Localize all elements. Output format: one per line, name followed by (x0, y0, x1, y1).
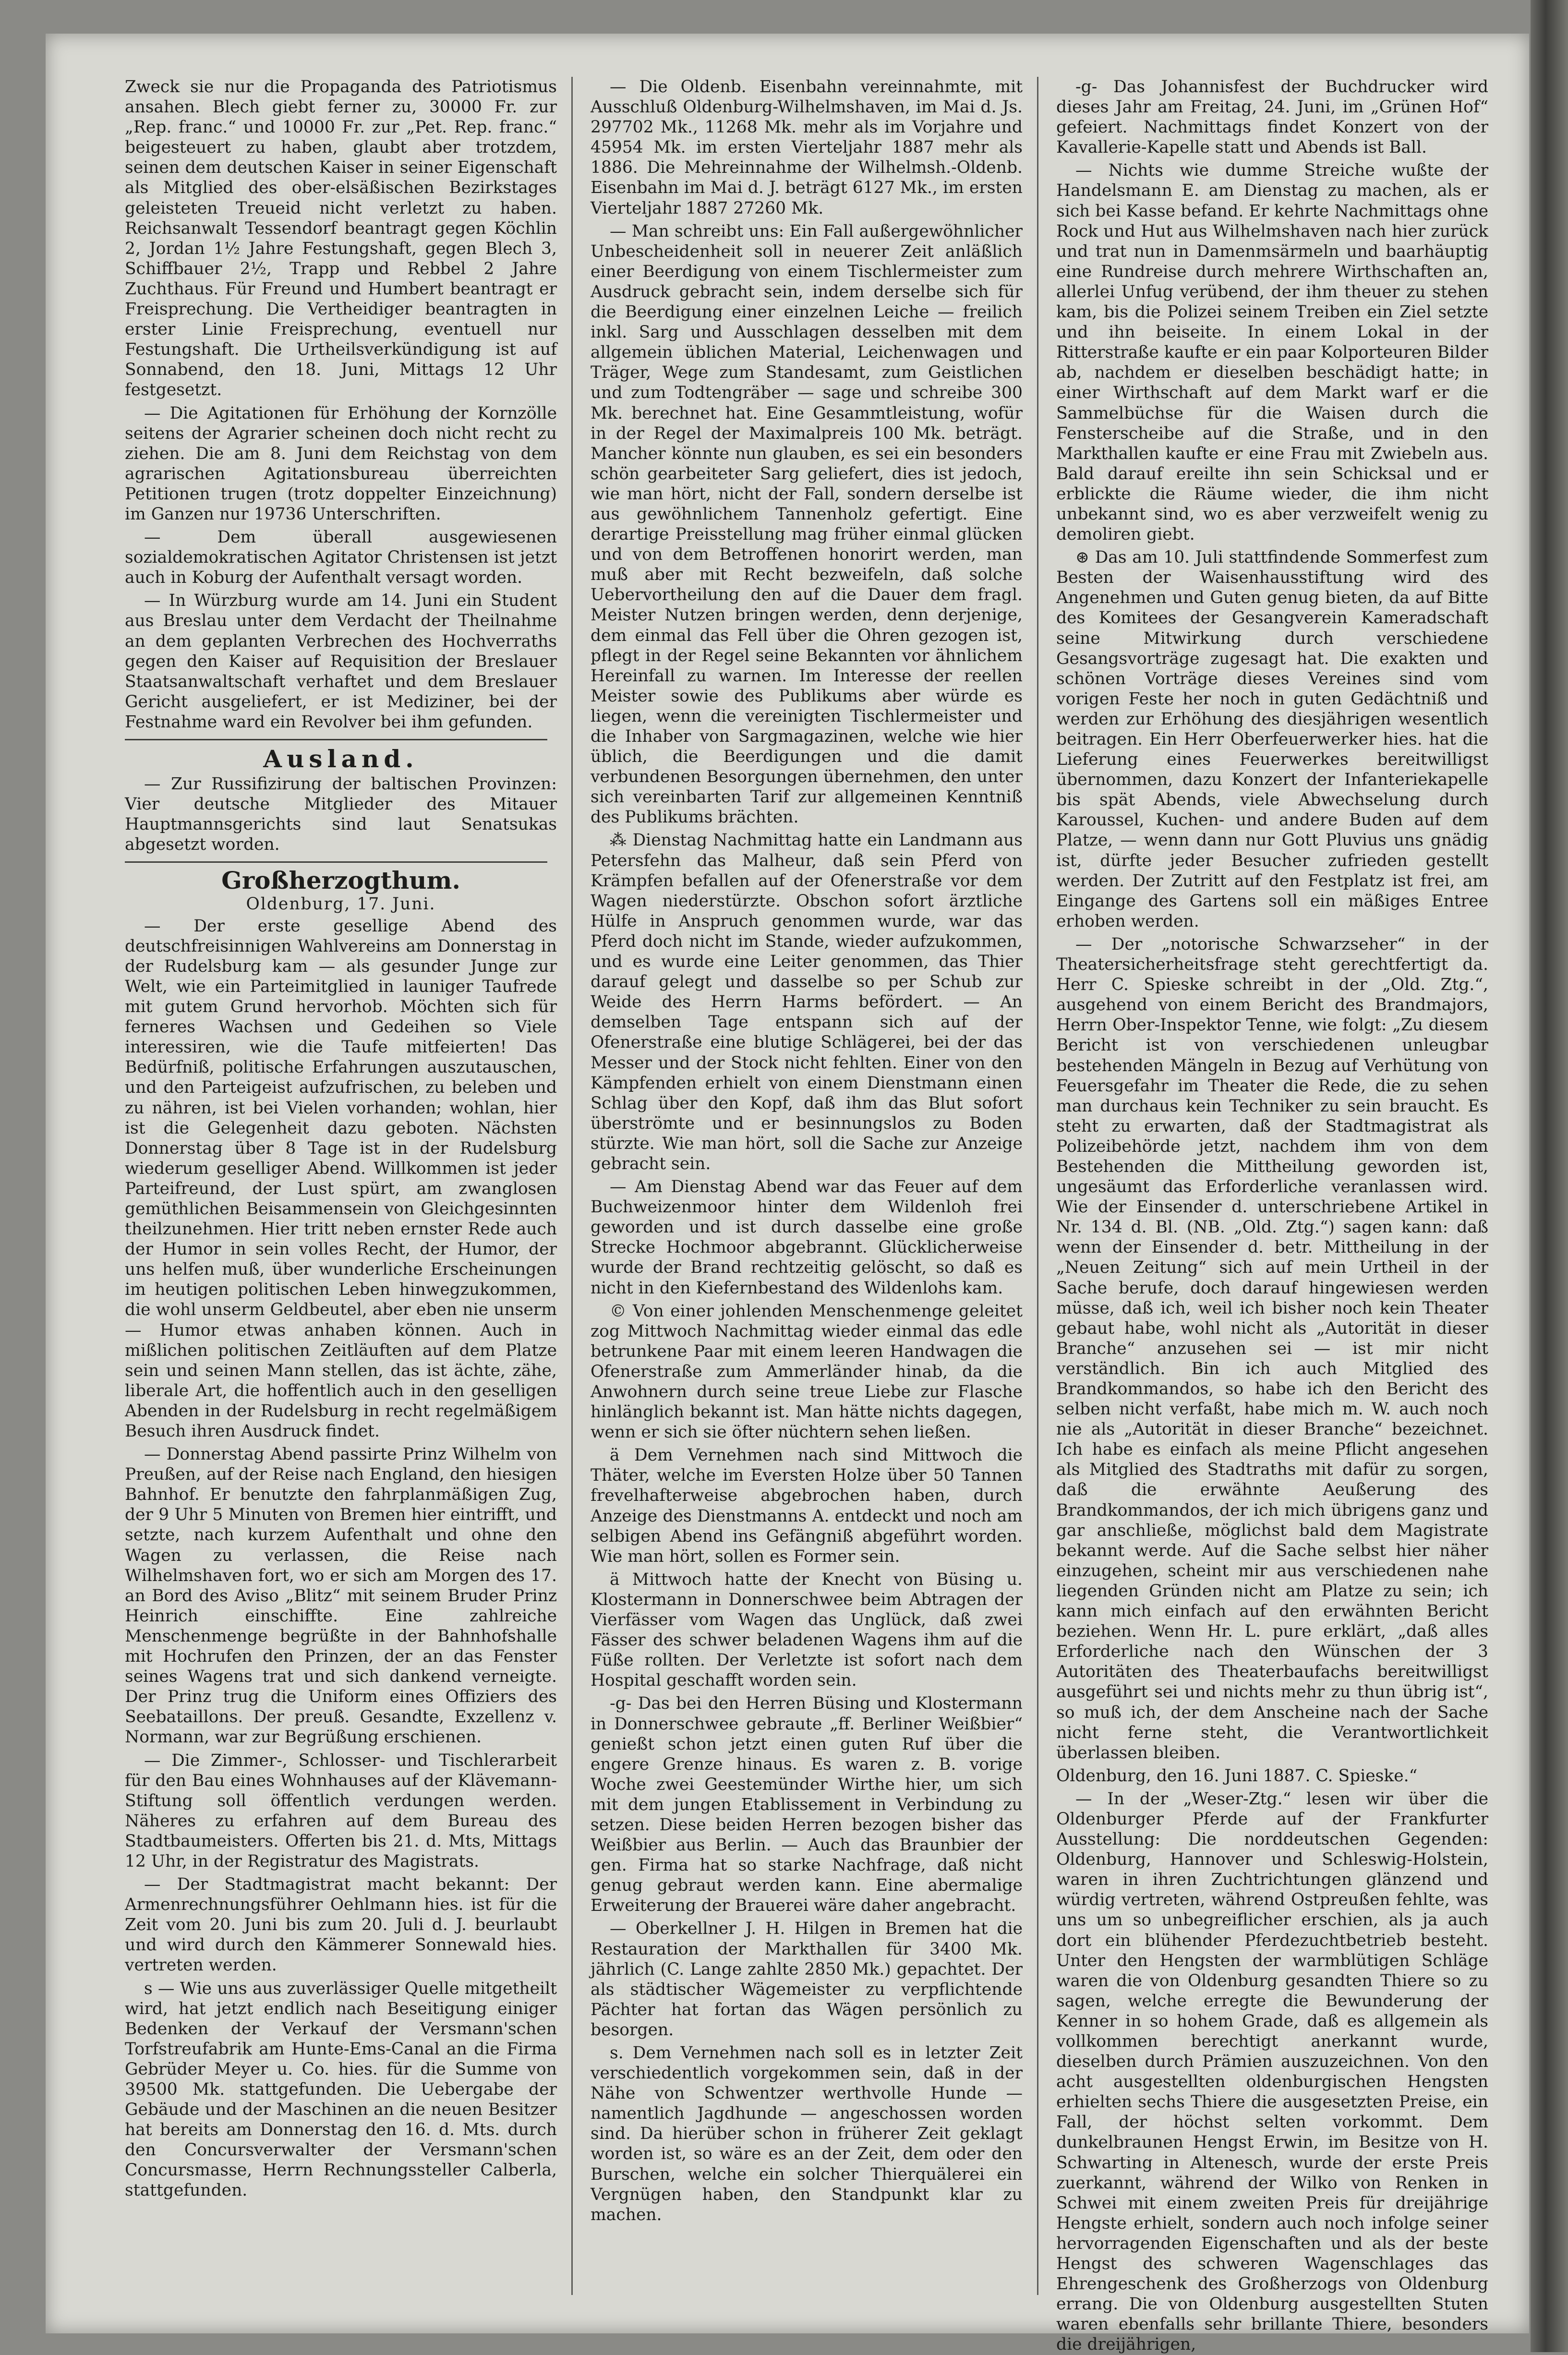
article-kornzoelle: — Die Agitationen für Erhöhung der Kornzölle seitens der Agrarier scheinen doch nicht recht zu ziehen. Die am 8. Juni dem Reichstag von dem agrarischen Agitationsbureau überreichten Petitionen trugen (trotz doppelter Einzeichnung) im Ganzen nur 19736 Unterschriften. (125, 403, 557, 524)
section-divider (125, 739, 547, 740)
dateline: Oldenburg, 17. Juni. (246, 894, 436, 914)
article-schwarzseher: — Der „notorische Schwarzseher“ in der Theatersicherheitsfrage steht gerechtfertigt da. Herr C. Spieske schreibt in der „Old. Ztg.“, ausgehend von einem Bericht des Brandmajors, Herrn Ober-Inspektor Tenne, wie folgt: „Zu diesem Bericht ist von verschiedenen unleugbar bestehenden Mängeln in Bezug auf Verhütung von Feuersgefahr im Theater die Rede, die zu sehen man durchaus kein Techniker zu sein braucht. Es steht zu erwarten, daß der Stadtmagistrat als Polizeibehörde jetzt, nachdem ihm von dem Bestehenden die Mittheilung geworden ist, ungesäumt das Erforderliche veranlassen wird. Wie der Einsender d. unterschriebene Artikel in Nr. 134 d. Bl. (NB. „Old. Ztg.“) sagen kann: daß wenn der Einsender d. betr. Mittheilung in der „Neuen Zeitung“ sich auf mein Urtheil in der Sache berufe, doch darauf hingewiesen werden müsse, daß ich, weil ich bisher noch kein Theater gebaut habe, wohl nicht als „Autorität in dieser Branche“ anzusehen sei — ist mir nicht verständlich. Bin ich auch Mitglied des Brandkommandos, so habe ich den Bericht des selben nicht verfaßt, habe mich m. W. auch noch nie als „Autorität in dieser Branche“ bezeichnet. Ich habe es einfach als meine Pflicht angesehen als Mitglied des Stadtraths mit dafür zu sorgen, daß die erwähnte Aeußerung des Brandkommandos, der ich mich übrigens ganz und gar anschließe, möglichst bald dem Magistrate bekannt werde. Auf die Sache selbst hier näher einzugehen, scheint mir aus verschiedenen nahe liegenden Gründen nicht am Platze zu sein; ich kann mich einfach auf den erwähnten Bericht beziehen. Wenn Hr. L. pure erklärt, „daß alles Erforderliche nach den Wünschen der 3 Autoritäten des Theaterbaufachs bereitwilligst ausgeführt sei und nichts mehr zu thun übrig ist“, so muß ich, der dem Anscheine nach der Sache nicht ferne steht, die Verantwortlichkeit überlassen bleiben. (1056, 934, 1488, 1763)
article-pferd: ⁂ Dienstag Nachmittag hatte ein Landmann aus Petersfehn das Malheur, daß sein Pferd von Krämpfen befallen auf der Ofenerstraße vor dem Wagen niederstürzte. Obschon sofort ärztliche Hülfe in Anspruch genommen wurde, war das Pferd doch nicht im Stande, wieder aufzukommen, und es wurde eine Leiter genommen, das Thier darauf gelegt und dasselbe so per Schub zur Weide des Herrn Harms befördert. — An demselben Tage entspann sich auf der Ofenerstraße eine blutige Schlägerei, bei der das Messer und der Stock nicht fehlten. Einer von den Kämpfenden erhielt von einem Dienstmann einen Schlag über den Kopf, daß ihm das Blut sofort überströmte und er besinnungslos zu Boden stürzte. Wie man hört, soll die Sache zur Anzeige gebracht sein. (591, 831, 1023, 1173)
page-columns (72, 77, 1493, 2355)
article-knecht: ä Mittwoch hatte der Knecht von Büsing u. Klostermann in Donnerschwee beim Abtragen der Vierfässer vom Wagen das Unglück, daß zwei Fässer des schwer beladenen Wagens ihm auf die Füße rollten. Der Verletzte ist sofort nach dem Hospital geschafft worden sein. (591, 1570, 1023, 1691)
article-christensen: — Dem überall ausgewiesenen sozialdemokratischen Agitator Christensen ist jetzt auch in Koburg der Aufenthalt versagt worden. (125, 528, 557, 588)
article-weissbier: -g- Das bei den Herren Büsing und Klostermann in Donnerschwee gebraute „ff. Berliner Weißbier“ genießt schon jetzt einen guten Ruf über die engere Grenze hinaus. Es waren z. B. vorige Woche zwei Geestemünder Wirthe hier, um sich mit dem jungen Etablissement in Verbindung zu setzen. Diese beiden Herren bezogen bisher das Weißbier aus Berlin. — Auch das Braunbier der gen. Firma hat so starke Nachfrage, daß nicht genug gebraut werden kann. Eine abermalige Erweiterung der Brauerei wäre daher angebracht. (591, 1694, 1023, 1916)
article-unbescheidenheit: — Man schreibt uns: Ein Fall außergewöhnlicher Unbescheidenheit soll in neuerer Zeit anläßlich einer Beerdigung von einem Tischlermeister zum Ausdruck gebracht sein, indem derselbe sich für die Beerdigung einer einzelnen Leiche — freilich inkl. Sarg und Ausschlagen desselben mit dem allgemein üblichen Material, Leichenwagen und Träger, Wege zum Standesamt, zum Geistlichen und zum Todtengräber — sage und schreibe 300 Mk. berechnet hat. Eine Gesammtleistung, wofür in der Regel der Maximalpreis 100 Mk. beträgt. Mancher könnte nun glauben, es sei ein besonders schön gearbeiteter Sarg geliefert, dies ist jedoch, wie man hört, nicht der Fall, sondern derselbe ist aus gewöhnlichem Tannenholz gefertigt. Eine derartige Preisstellung mag früher einmal glücken und von dem Betroffenen honorirt werden, man muß aber mit Recht bezweifeln, daß solche Uebervortheilung den auf die Dauer dem fragl. Meister Nutzen bringen werden, denn derjenige, dem einmal das Fell über die Ohren gezogen ist, pflegt in der Regel seine Bekannten vor ähnlichem Hereinfall zu warnen. Im Interesse der reellen Meister sowie des Publikums aber würde es liegen, wenn die vereinigten Tischlermeister und die Inhaber von Sargmagazinen, welche wie hier üblich, die Beerdigungen und die damit verbundenen Besorgungen übernehmen, den unter sich vereinbarten Tarif zur allgemeinen Kenntniß des Publikums brächten. (591, 221, 1023, 827)
column-3 (1056, 77, 1488, 2355)
column-rule (571, 77, 573, 2295)
column-1 (125, 77, 557, 2295)
article-russifizirung: — Zur Russifizirung der baltischen Provinzen: Vier deutsche Mitglieder des Mitauer Hauptmannsgerichts sind laut Senatsukas abgesetzt worden. (125, 774, 557, 855)
article-johannisfest: -g- Das Johannisfest der Buchdrucker wird dieses Jahr am Freitag, 24. Juni, im „Grünen Hof“ gefeiert. Nachmittags findet Konzert von der Kavallerie-Kapelle statt und Abends ist Ball. (1056, 77, 1488, 157)
article-wahlverein: — Der erste gesellige Abend des deutschfreisinnigen Wahlvereins am Donnerstag in der Rudelsburg kam — als gesunder Junge zur Welt, wie ein Parteimitglied in launiger Taufrede mit gutem Grund hervorhob. Möchten sich für ferneres Wachsen und Gedeihen so Viele interessiren, wie die Taufe mitfeierten! Das Bedürfniß, politische Erfahrungen auszutauschen, und den Parteigeist aufzufrischen, zu beleben und zu nähren, ist bei Vielen vorhanden; wohlan, hier ist die Gelegenheit dazu geboten. Nächsten Donnerstag über 8 Tage ist in der Rudelsburg wiederum geselliger Abend. Willkommen ist jeder Parteifreund, der Lust spürt, am zwanglosen gemüthlichen Beisammensein von Gleichgesinnten theilzunehmen. Hier tritt neben ernster Rede auch der Humor in sein volles Recht, der Humor, der uns helfen muß, über wunderliche Erscheinungen im heutigen politischen Leben hinwegzukommen, die wohl unserm Geldbeutel, aber eben nie unserm — Humor etwas anhaben können. Auch in mißlichen politischen Zeitläuften auf dem Platze sein und seinen Mann stellen, das ist ächte, zähe, liberale Art, die hoffentlich auch in den geselligen Abenden in der Rudelsburg in recht regelmäßigem Besuch ihren Ausdruck findet. (125, 916, 557, 1441)
column-rule (1037, 77, 1038, 2295)
article-stadtmagistrat: — Der Stadtmagistrat macht bekannt: Der Armenrechnungsführer Oehlmann hies. ist für die Zeit vom 20. Juni bis zum 20. Juli d. J. beurlaubt und wird durch den Kämmerer Sonnewald hies. vertreten werden. (125, 1875, 557, 1975)
letter-signature: Oldenburg, den 16. Juni 1887. C. Spieske.“ (1056, 1766, 1418, 1786)
section-divider (125, 861, 547, 863)
article-wuerzburg: — In Würzburg wurde am 14. Juni ein Student aus Breslau unter dem Verdacht der Theilnahme an dem geplanten Verbrechen des Hochverraths gegen den Kaiser auf Requisition der Breslauer Staatsanwaltschaft verhaftet und dem Breslauer Gericht ausgeliefert, er ist Mediziner, bei der Festnahme ward ein Revolver bei ihm gefunden. (125, 591, 557, 732)
section-heading-grossherzogthum: Großherzogthum. (221, 866, 460, 895)
article-oldenburger-pferde: — In der „Weser-Ztg.“ lesen wir über die Oldenburger Pferde auf der Frankfurter Ausstellung: Die norddeutschen Gegenden: Oldenburg, Hannover und Schleswig-Holstein, waren in ihren Zuchtrichtungen glänzend und würdig vertreten, während Ostpreußen fehlte, was uns um so unbegreiflicher erschien, als ja auch dort ein blühender Pferdezuchtbetrieb besteht. Unter den Hengsten der warmblütigen Schläge waren die von Oldenburg gesandten Thiere so zu sagen, welche erregte die Bewunderung der Kenner in so hohem Grade, daß es allgemein als vollkommen berechtigt anerkannt wurde, dieselben durch Prämien auszuzeichnen. Von den acht ausgestellten oldenburgischen Hengsten erhielten sechs Thiere die ausgesetzten Preise, ein Fall, der höchst selten vorkommt. Dem dunkelbraunen Hengst Erwin, im Besitze von H. Schwarting in Altenesch, wurde der erste Preis zuerkannt, während der Wilko von Renken in Schwei mit einem zweiten Preis für dreijährige Hengste erhielt, sondern auch noch infolge seiner hervorragenden Eigenschaften und als der beste Hengst des schweren Wagenschlages das Ehrengeschenk des Großherzogs von Oldenburg errang. Die von Oldenburg ausgestellten Stuten waren ebenfalls sehr brillante Thiere, besonders die dreijährigen, (1056, 1789, 1488, 2355)
article-dumme-streiche: — Nichts wie dumme Streiche wußte der Handelsmann E. am Dienstag zu machen, als er sich bei Kasse befand. Er kehrte Nachmittags ohne Rock und Hut aus Wilhelmshaven nach hier zurück und trat nun in Damenmsärmeln und baarhäuptig eine Rundreise durch mehrere Wirthschaften an, allerlei Unfug verübend, der ihm theuer zu stehen kam, bis die Polizei seinem Treiben ein Ziel setzte und ihn beiseite. In einem Lokal in der Ritterstraße kaufte er ein paar Kolporteuren Bilder ab, nachdem er dieselben beschädigt hatte; in einer Wirthschaft auf dem Markt warf er die Sammelbüchse für die Waisen durch die Fensterscheibe auf die Straße, und in den Markthallen kaufte er eine Frau mit Zwiebeln aus. Bald darauf ereilte ihn sein Schicksal und er erblickte die Räume wieder, die ihm nicht unbekannt sind, wo es aber verzweifelt wenig zu demoliren giebt. (1056, 161, 1488, 544)
article-prinz-wilhelm: — Donnerstag Abend passirte Prinz Wilhelm von Preußen, auf der Reise nach England, den hiesigen Bahnhof. Er benutzte den fahrplanmäßigen Zug, der 9 Uhr 5 Minuten von Bremen hier eintrifft, und setzte, nach kurzem Aufenthalt und ohne den Wagen zu verlassen, die Reise nach Wilhelmshaven fort, wo er sich am Morgen des 17. an Bord des Aviso „Blitz“ mit seinem Bruder Prinz Heinrich einschiffte. Eine zahlreiche Menschenmenge begrüßte in der Bahnhofshalle mit Hochrufen den Prinzen, der an das Fenster seines Wagens trat und sich dankend verneigte. Der Prinz trug die Uniform eines Offiziers des Seebataillons. Der preuß. Gesandte, Exzellenz v. Normann, war zur Begrüßung erschienen. (125, 1445, 557, 1747)
article-eisenbahn: — Die Oldenb. Eisenbahn vereinnahmte, mit Ausschluß Oldenburg-Wilhelmshaven, im Mai d. Js. 297702 Mk., 11268 Mk. mehr als im Vorjahre und 45954 Mk. im ersten Vierteljahr 1887 mehr als 1886. Die Mehreinnahme der Wilhelmsh.-Oldenb. Eisenbahn im Mai d. J. beträgt 6127 Mk., im ersten Vierteljahr 1887 27260 Mk. (591, 77, 1023, 218)
article-menschenmenge: © Von einer johlenden Menschenmenge geleitet zog Mittwoch Nachmittag wieder einmal das edle betrunkene Paar mit einem leeren Handwagen die Ofenerstraße zum Ammerländer hinab, da die Anwohnern durch seine treue Liebe zur Flasche hinlänglich bekannt ist. Man hätte nichts dagegen, wenn er sich sie öfter nüchtern sehen ließen. (591, 1301, 1023, 1442)
article-buchweizenmoor: — Am Dienstag Abend war das Feuer auf dem Buchweizenmoor hinter dem Wildenloh frei geworden und ist durch dasselbe eine große Strecke Hochmoor abgebrannt. Glücklicherweise wurde der Brand rechtzeitig gelöscht, so daß es nicht in den Kiefernbestand des Wildenlohs kam. (591, 1177, 1023, 1298)
book-binding-edge (1531, 0, 1568, 2352)
article-markthallen: — Oberkellner J. H. Hilgen in Bremen hat die Restauration der Markthallen für 3400 Mk. jährlich (C. Lange zahlte 2850 Mk.) gepachtet. Der als städtischer Wägemeister zu verpflichtende Pächter hat fortan das Wägen persönlich zu besorgen. (591, 1919, 1023, 2040)
column-2 (591, 77, 1023, 2295)
article-torfstreufabrik: s — Wie uns aus zuverlässiger Quelle mitgetheilt wird, hat jetzt endlich nach Beseitigung einiger Bedenken der Verkauf der Versmann'schen Torfstreufabrik am Hunte-Ems-Canal an die Firma Gebrüder Meyer u. Co. hies. für die Summe von 39500 Mk. stattgefunden. Die Uebergabe der Gebäude und der Maschinen an die neuen Besitzer hat bereits am Donnerstag den 16. d. Mts. durch den Concursverwalter der Versmann'schen Concursmasse, Herrn Rechnungssteller Calberla, stattgefunden. (125, 1979, 557, 2200)
section-heading-ausland: Ausland. (263, 745, 419, 773)
article-jagdhunde: s. Dem Vernehmen nach soll es in letzter Zeit verschiedentlich vorgekommen sein, daß in der Nähe von Schwentzer werthvolle Hunde — namentlich Jagdhunde — angeschossen worden sind. Da hierüber schon in früherer Zeit geklagt worden ist, so wäre es an der Zeit, dem oder den Burschen, welche ein solcher Thierquälerei ein Vergnügen haben, den Standpunkt klar zu machen. (591, 2043, 1023, 2224)
article-sommerfest: ⊛ Das am 10. Juli stattfindende Sommerfest zum Besten der Waisenhausstiftung wird des Angenehmen und Guten genug bieten, da auf Bitte des Komitees der Gesangverein Kameradschaft seine Mitwirkung durch verschiedene Gesangsvorträge zugesagt hat. Die exakten und schönen Vorträge dieses Vereines sind vom vorigen Feste her noch in guten Gedächtniß und werden zur Erhöhung des diesjährigen wesentlich beitragen. Ein Herr Oberfeuerwerker hies. hat die Lieferung eines Feuerwerkes bereitwilligst übernommen, dazu Konzert der Infanteriekapelle bis spät Abends, viele Abwechselung durch Karoussel, Kuchen- und andere Buden auf dem Platze, — wenn dann nur Gott Pluvius uns gnädig ist, dürfte jeder Besucher zufrieden gestellt werden. Der Zutritt auf den Festplatz ist frei, am Eingange des Gartens soll ein mäßiges Entree erhoben werden. (1056, 548, 1488, 931)
article-eversten-holz: ä Dem Vernehmen nach sind Mittwoch die Thäter, welche im Eversten Holze über 50 Tannen frevelhafterweise abgebrochen haben, durch Anzeige des Dienstmanns A. entdeckt und noch am selbigen Abend ins Gefängniß abgeführt worden. Wie man hört, sollen es Former sein. (591, 1446, 1023, 1566)
article-text: Zweck sie nur die Propaganda des Patriotismus ansahen. Blech giebt ferner zu, 30000 Fr. zur „Rep. franc.“ und 10000 Fr. zur „Pet. Rep. franc.“ beigesteuert zu haben, glaubt aber trotzdem, seinen dem deutschen Kaiser in seiner Eigenschaft als Mitglied des ober-elsäßischen Bezirkstages geleisteten Treueid nicht verletzt zu haben. Reichsanwalt Tessendorf beantragt gegen Köchlin 2, Jordan 1½ Jahre Festungshaft, gegen Blech 3, Schiffbauer 2½, Trapp und Rebbel 2 Jahre Zuchthaus. Für Freund und Humbert beantragt er Freisprechung. Die Vertheidiger beantragten in erster Linie Freisprechung, eventuell nur Festungshaft. Die Urtheilsverkündigung ist auf Sonnabend, den 18. Juni, Mittags 12 Uhr festgesetzt. (125, 77, 557, 400)
article-klaevemann-stiftung: — Die Zimmer-, Schlosser- und Tischlerarbeit für den Bau eines Wohnhauses auf der Klävemann-Stiftung soll öffentlich verdungen werden. Näheres zu erfahren auf dem Bureau des Stadtbaumeisters. Offerten bis 21. d. Mts, Mittags 12 Uhr, in der Registratur des Magistrats. (125, 1751, 557, 1871)
